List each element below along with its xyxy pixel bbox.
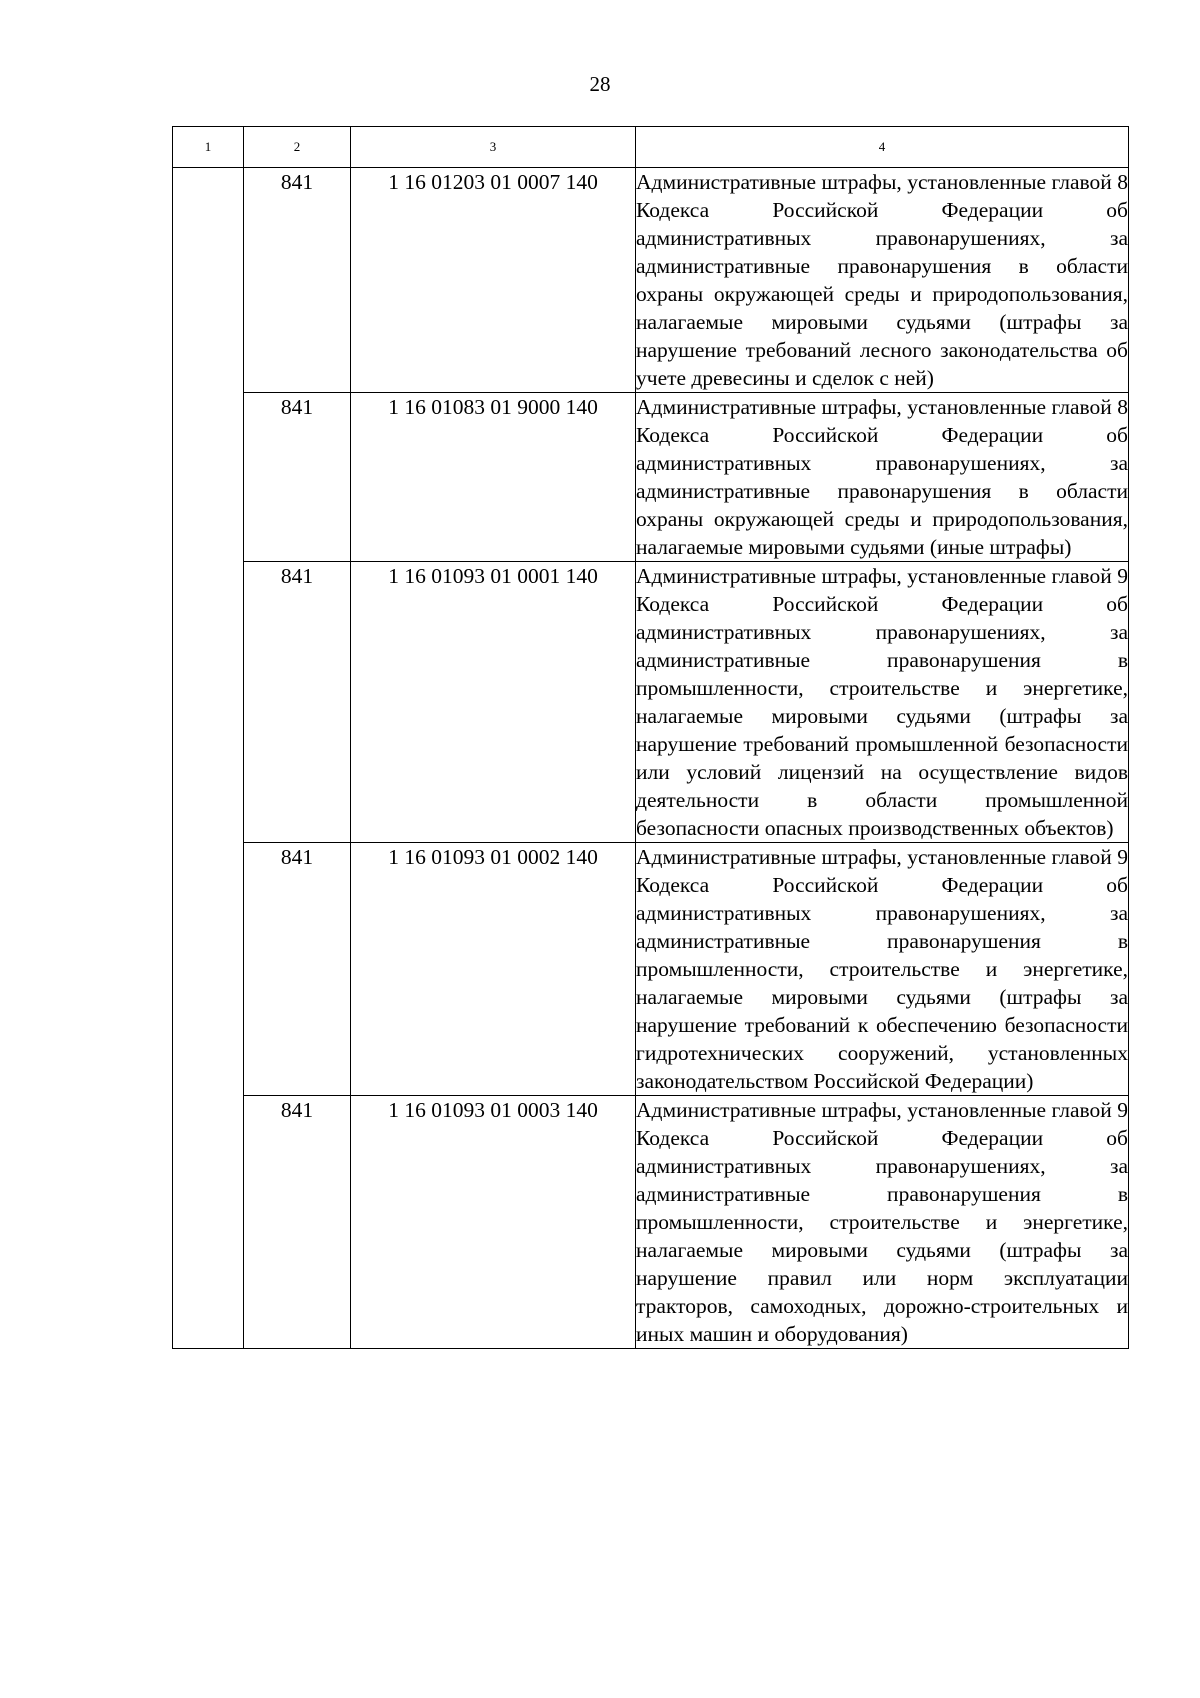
header-col-1: 1 [173, 127, 244, 168]
row-col-1-cell [173, 1096, 244, 1349]
table-row [173, 843, 1129, 1096]
description-cell: Административные штрафы, установленные главой 9 Кодекса Российской Федерации об административных правонарушениях, за административные правонарушения в промышленности, строительстве и энергетике, налагаемые мировыми судьями (штрафы за нарушение требований к обеспечению безопасности гидротехнических сооружений, установленных законодательством Российской Федерации) [636, 843, 1129, 1096]
table-header-row [173, 127, 1129, 168]
page-number: 28 [589, 72, 611, 96]
row-col-1-cell [173, 168, 244, 393]
table-row [173, 393, 1129, 562]
table-row [173, 1096, 1129, 1349]
admin-code-cell: 841 [244, 1096, 351, 1349]
kbk-code-cell: 1 16 01093 01 0002 140 [351, 843, 636, 1096]
revenue-codes-table [172, 126, 1129, 1349]
header-col-2: 2 [244, 127, 351, 168]
kbk-code-cell: 1 16 01093 01 0003 140 [351, 1096, 636, 1349]
kbk-code-cell: 1 16 01093 01 0001 140 [351, 562, 636, 843]
admin-code-cell: 841 [244, 168, 351, 393]
header-col-3: 3 [351, 127, 636, 168]
kbk-code-cell: 1 16 01083 01 9000 140 [351, 393, 636, 562]
table-row [173, 562, 1129, 843]
header-col-4: 4 [636, 127, 1129, 168]
table-row [173, 168, 1129, 393]
admin-code-cell: 841 [244, 843, 351, 1096]
row-col-1-cell [173, 393, 244, 562]
row-col-1-cell [173, 843, 244, 1096]
row-col-1-cell [173, 562, 244, 843]
description-cell: Административные штрафы, установленные главой 8 Кодекса Российской Федерации об административных правонарушениях, за административные правонарушения в области охраны окружающей среды и природопользования, налагаемые мировыми судьями (иные штрафы) [636, 393, 1129, 562]
description-cell: Административные штрафы, установленные главой 9 Кодекса Российской Федерации об административных правонарушениях, за административные правонарушения в промышленности, строительстве и энергетике, налагаемые мировыми судьями (штрафы за нарушение требований промышленной безопасности или условий лицензий на осуществление видов деятельности в области промышленной безопасности опасных производственных объектов) [636, 562, 1129, 843]
admin-code-cell: 841 [244, 562, 351, 843]
description-cell: Административные штрафы, установленные главой 8 Кодекса Российской Федерации об административных правонарушениях, за административные правонарушения в области охраны окружающей среды и природопользования, налагаемые мировыми судьями (штрафы за нарушение требований лесного законодательства об учете древесины и сделок с ней) [636, 168, 1129, 393]
admin-code-cell: 841 [244, 393, 351, 562]
description-cell: Административные штрафы, установленные главой 9 Кодекса Российской Федерации об административных правонарушениях, за административные правонарушения в промышленности, строительстве и энергетике, налагаемые мировыми судьями (штрафы за нарушение правил или норм эксплуатации тракторов, самоходных, дорожно-строительных и иных машин и оборудования) [636, 1096, 1129, 1349]
kbk-code-cell: 1 16 01203 01 0007 140 [351, 168, 636, 393]
